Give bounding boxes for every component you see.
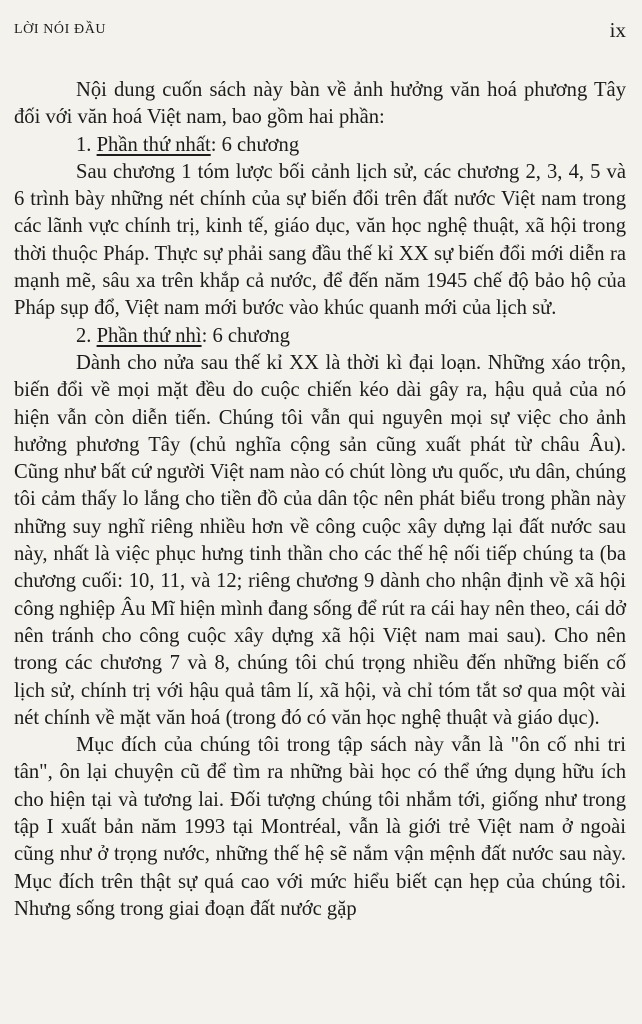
part-two-label: Phần thứ nhì bbox=[96, 324, 202, 347]
part-one-number: 1. bbox=[76, 133, 97, 156]
part-one-detail: : 6 chương bbox=[210, 133, 300, 156]
purpose-paragraph: Mục đích của chúng tôi trong tập sách này vẫn là "ôn cố nhi tri tân", ôn lại chuyện cũ để tìm ra những bài học có thể ứng dụng hữu ích cho hiện tại và tương lai. Đối tượng chúng tôi nhắm tới, giống như trong tập I xuất bản năm 1993 tại Montréal, vẫn là giới trẻ Việt nam ở ngoài cũng như ở trọng nước, những thế hệ sẽ nắm vận mệnh đất nước sau này. Mục đích trên thật sự quá cao với mức hiểu biết cạn hẹp của chúng tôi. Nhưng sống trong giai đoạn đất nước gặp bbox=[14, 734, 626, 920]
intro-paragraph: Nội dung cuốn sách này bàn về ảnh hưởng văn hoá phương Tây đối với văn hoá Việt nam, bao gồm hai phần: bbox=[14, 79, 626, 129]
page-number: ix bbox=[609, 18, 626, 42]
part-one-heading bbox=[14, 132, 626, 159]
part-two-number: 2. bbox=[76, 324, 97, 347]
running-header-title: LỜI NÓI ĐẦU bbox=[14, 22, 107, 37]
part-two-heading bbox=[14, 323, 626, 350]
part-one-paragraph: Sau chương 1 tóm lược bối cảnh lịch sử, các chương 2, 3, 4, 5 và 6 trình bày những nét chính của sự biến đổi trên đất nước Việt nam trong các lãnh vực chính trị, kinh tế, giáo dục, văn học nghệ thuật, xã hội trong thời thuộc Pháp. Thực sự phải sang đầu thế kỉ XX sự biến đổi mới diễn ra mạnh mẽ, sâu xa trên khắp cả nước, để đến năm 1945 chế độ bảo hộ của Pháp sụp đổ, Việt nam mới bước vào khúc quanh mới của lịch sử. bbox=[14, 160, 626, 320]
part-two-detail: : 6 chương bbox=[201, 324, 290, 347]
page-body bbox=[14, 77, 626, 923]
part-one-label: Phần thứ nhất bbox=[96, 133, 211, 156]
part-two-paragraph: Dành cho nửa sau thế kỉ XX là thời kì đại loạn. Những xáo trộn, biến đổi về mọi mặt đều do cuộc chiến kéo dài gây ra, hậu quả của nó hiện vẫn còn diễn tiến. Chúng tôi vẫn qui nguyên mọi sự việc cho ảnh hưởng phương Tây (chủ nghĩa cộng sản cũng xuất phát từ châu Âu). Cũng như bất cứ người Việt nam nào có chút lòng ưu quốc, ưu dân, chúng tôi cảm thấy lo lắng cho tiền đồ của dân tộc nên phát biểu trong phần này những suy nghĩ riêng nhiều hơn về công cuộc xây dựng lại đất nước sau này, nhất là việc phục hưng tinh thần cho các thế hệ nối tiếp chúng ta (ba chương cuối: 10, 11, và 12; riêng chương 9 dành cho nhận định về xã hội công nghiệp Âu Mĩ hiện mình đang sống để rút ra cái hay nên theo, cái dở nên tránh cho công cuộc xây dựng xã hội Việt nam mai sau). Cho nên trong các chương 7 và 8, chúng tôi chú trọng nhiều đến những biến cố lịch sử, chính trị với hậu quả tâm lí, xã hội, và chỉ tóm tắt sơ qua một vài nét chính về mặt văn hoá (trong đó có văn học nghệ thuật và giáo dục). bbox=[14, 351, 626, 729]
page-header bbox=[14, 18, 626, 44]
